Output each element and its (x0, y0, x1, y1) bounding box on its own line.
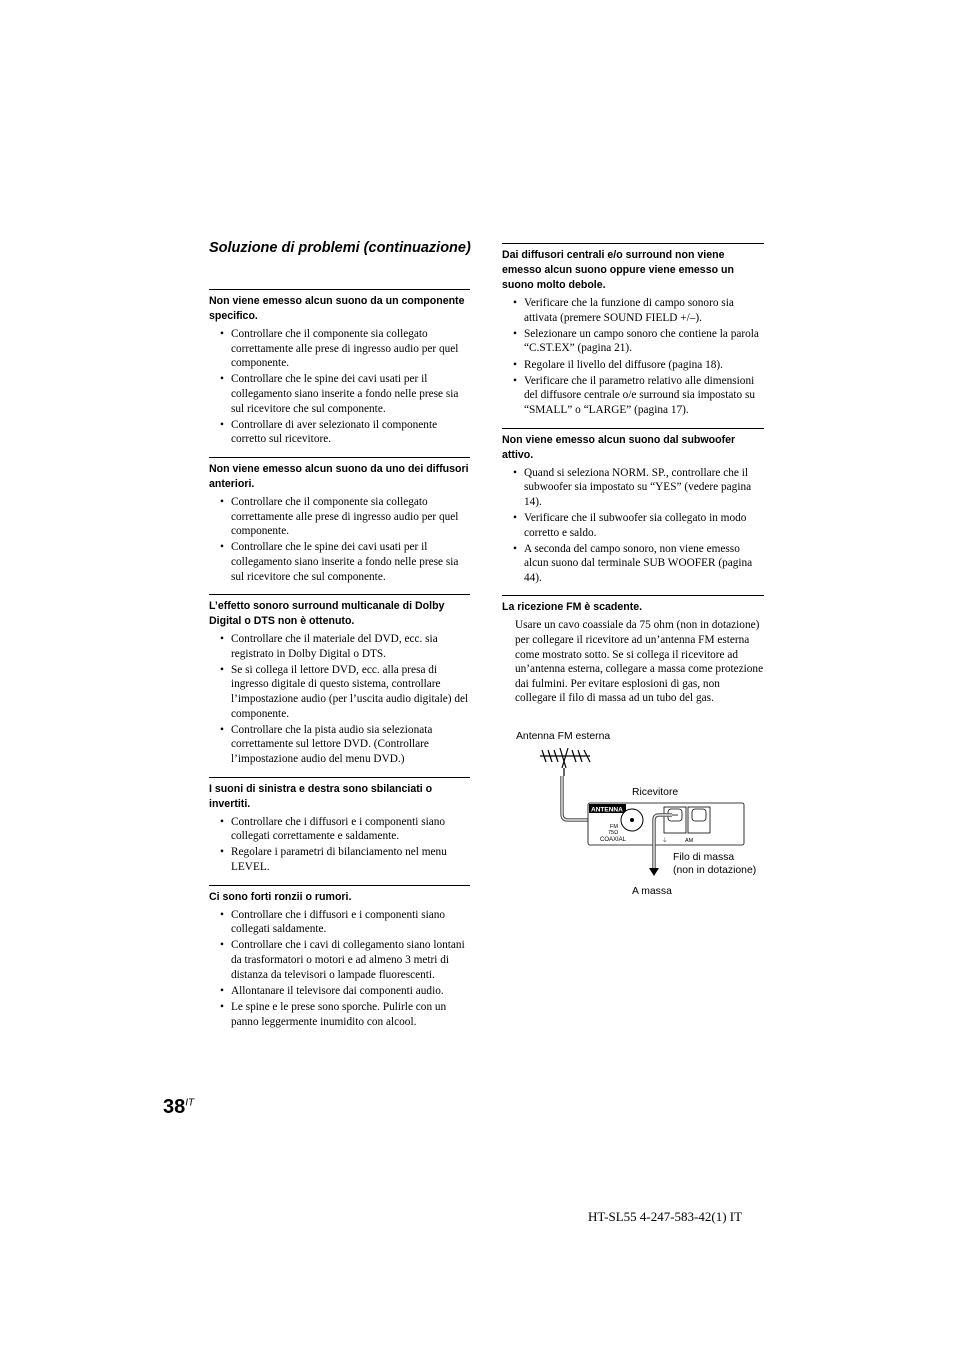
problem-heading: Dai diffusori centrali e/o surround non viene emesso alcun suono oppure viene emesso un suono molto debole. (502, 249, 734, 291)
solution-item: • Verificare che la funzione di campo sonoro sia attivata (premere SOUND FIELD +/–). (502, 296, 764, 325)
solution-item: • A seconda del campo sonoro, non viene emesso alcun suono dal terminale SUB WOOFER (pagina 44). (502, 542, 764, 586)
footer-model-code: HT-SL55 4-247-583-42(1) IT (588, 1209, 743, 1224)
coaxial-label: COAXIAL (600, 837, 627, 843)
solution-list (209, 908, 470, 1030)
problem-heading: I suoni di sinistra e destra sono sbilanciati o invertiti. (209, 782, 433, 810)
receiver-label: Ricevitore (632, 787, 679, 798)
solution-list (502, 296, 764, 418)
troubleshooting-block (209, 777, 470, 875)
antenna-connection-diagram (502, 728, 772, 908)
troubleshooting-block (209, 885, 470, 1030)
troubleshooting-block (502, 243, 764, 418)
solution-item: • Controllare che il componente sia collegato correttamente alle prese di ingresso audio per quel componente. (209, 495, 470, 539)
solution-paragraph: Usare un cavo coassiale da 75 ohm (non in dotazione) per collegare il ricevitore ad un’antenna FM esterna come mostrato sotto. Se si collega il ricevitore ad un’antenna esterna, collegare a massa come protezione dai fulmini. Per evitare esplosioni di gas, non collegare il filo di massa ad un tubo del gas. (515, 619, 764, 705)
troubleshooting-block (209, 457, 470, 584)
problem-heading: L’effetto sonoro surround multicanale di Dolby Digital o DTS non è ottenuto. (209, 600, 445, 628)
antenna-diagram-drawing (502, 728, 772, 908)
left-column (209, 289, 470, 1039)
solution-list (209, 495, 470, 584)
solution-item: • Le spine e le prese sono sporche. Pulirle con un panno leggermente inumidito con alcool. (209, 1000, 470, 1029)
solution-item: • Controllare che il componente sia collegato correttamente alle prese di ingresso audio per quel componente. (209, 327, 470, 371)
solution-item: • Se si collega il lettore DVD, ecc. alla presa di ingresso digitale di questo sistema, controllare l’impostazione audio (per l’uscita audio digitale) del componente. (209, 663, 470, 721)
solution-item: • Verificare che il parametro relativo alle dimensioni del diffusore centrale o/e surround sia impostato su “SMALL” o “LARGE” (pagina 17). (502, 374, 764, 418)
ground-wire-note: (non in dotazione) (673, 865, 757, 876)
problem-heading: Ci sono forti ronzii o rumori. (209, 890, 352, 903)
right-column (502, 243, 764, 716)
am-label: AM (685, 838, 694, 844)
solution-item: • Controllare che le spine dei cavi usati per il collegamento siano inserite a fondo nelle prese sia sul ricevitore che sul componente. (209, 540, 470, 584)
fm-label: FM (610, 824, 618, 830)
solution-item: • Controllare che la pista audio sia selezionata correttamente sul lettore DVD. (Controllare l’impostazione audio del menu DVD.) (209, 723, 470, 767)
antenna-label: Antenna FM esterna (516, 731, 611, 742)
ohm-label: 75Ω (608, 830, 619, 836)
ground-wire-label: Filo di massa (673, 852, 735, 863)
solution-list (209, 632, 470, 767)
antenna-icon (540, 748, 590, 776)
problem-heading: La ricezione FM è scadente. (502, 601, 643, 614)
troubleshooting-block (502, 428, 764, 586)
troubleshooting-block (209, 594, 470, 767)
solution-item: • Controllare che i diffusori e i componenti siano collegati saldamente. (209, 908, 470, 937)
section-title: Soluzione di problemi (continuazione) (209, 240, 471, 256)
problem-heading: Non viene emesso alcun suono da un componente specifico. (209, 295, 465, 322)
troubleshooting-block (502, 595, 764, 706)
solution-item: • Regolare i parametri di bilanciamento nel menu LEVEL. (209, 845, 470, 874)
solution-item: • Regolare il livello del diffusore (pagina 18). (502, 358, 764, 373)
solution-item: • Allontanare il televisore dai componenti audio. (209, 984, 470, 999)
solution-item: • Controllare che il materiale del DVD, ecc. sia registrato in Dolby Digital o DTS. (209, 632, 470, 661)
solution-item: • Controllare di aver selezionato il componente corretto sul ricevitore. (209, 418, 470, 447)
arrow-down-icon (649, 868, 659, 876)
ground-symbol: ⏚ (662, 838, 668, 844)
solution-item: • Selezionare un campo sonoro che contiene la parola “C.ST.EX” (pagina 21). (502, 327, 764, 356)
solution-item: • Quand si seleziona NORM. SP., controllare che il subwoofer sia impostato su “YES” (vedere pagina 14). (502, 466, 764, 510)
problem-heading: Non viene emesso alcun suono dal subwoofer attivo. (502, 433, 736, 461)
solution-item: • Controllare che i diffusori e i componenti siano collegati correttamente e saldamente. (209, 815, 470, 844)
ground-label: A massa (632, 886, 672, 897)
problem-heading: Non viene emesso alcun suono da uno dei diffusori anteriori. (209, 462, 469, 490)
solution-list (209, 327, 470, 447)
panel-label: ANTENNA (591, 806, 623, 814)
solution-item: • Controllare che le spine dei cavi usati per il collegamento siano inserite a fondo nelle prese sia sul ricevitore che sul componente. (209, 372, 470, 416)
troubleshooting-block (209, 289, 470, 447)
solution-item: • Verificare che il subwoofer sia collegato in modo corretto e saldo. (502, 511, 764, 540)
solution-list (209, 815, 470, 875)
solution-item: • Controllare che i cavi di collegamento siano lontani da trasformatori o motori e ad almeno 3 metri di distanza da televisori o lampade fluorescenti. (209, 938, 470, 982)
page-number: $38^{IT}$ (163, 1096, 195, 1118)
solution-list (502, 466, 764, 586)
